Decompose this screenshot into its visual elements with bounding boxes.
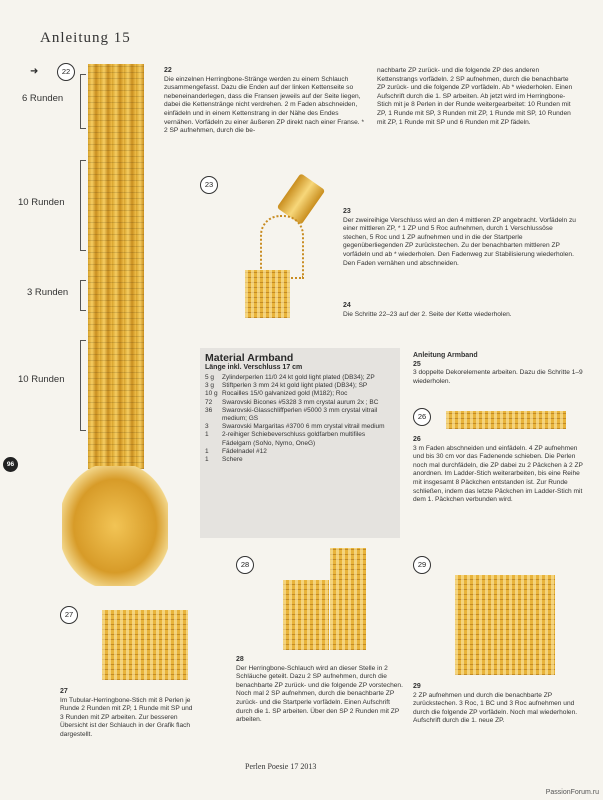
page-title: Anleitung 15 (40, 30, 131, 46)
material-title: Material Armband (205, 352, 294, 364)
material-box (200, 348, 400, 538)
step-24-block (343, 302, 578, 319)
material-item: 1 2-reihiger Schiebeverschluss goldfarben multifiles Fädelgarn (SoNo, Nymo, OneG) (205, 431, 366, 447)
bracket-tick (80, 74, 86, 75)
step-22-marker: 22 (57, 63, 75, 81)
label-3-rounds: 3 Runden (27, 287, 69, 298)
bracket-tick (80, 250, 86, 251)
step-29-marker: 29 (413, 556, 431, 574)
bracelet-heading: Anleitung Armband (413, 352, 478, 359)
step-26-block (413, 436, 588, 505)
step-28-text: Der Herringbone-Schlauch wird an dieser Stelle in 2 Schläuche geteilt. Dazu 2 SP aufnehmen, durch die benachbarte ZP zurück- und die folgende ZP vorstechen. Noch mal 2 SP aufnehmen, durch die benachbarte ZP zurück- und die Startperle vorfädeln. Einen Aufschrift durch die 1. SP arbeiten. Über den SP 2 Runden mit ZP arbeiten. (236, 664, 403, 724)
arrow-icon: ➜ (30, 66, 39, 77)
step-27-text: Im Tubular-Herringbone-Stich mit 8 Perlen je Runde 2 Runden mit ZP, 1 Runde mit SP und 3 Runden mit ZP arbeiten. Zur besseren Übersicht ist der Schlauch in der Grafik flach dargestellt. (60, 696, 193, 738)
watermark: PassionForum.ru (545, 789, 599, 796)
step-25-number: 25 (413, 360, 421, 368)
fringe-figure (62, 466, 168, 586)
step-27-bead-grid (102, 610, 188, 680)
bracket-tick (80, 430, 86, 431)
bracket-3 (80, 280, 81, 310)
step-23-marker: 23 (200, 176, 218, 194)
step-29-number: 29 (413, 683, 421, 690)
label-10-rounds-b: 10 Runden (18, 374, 65, 385)
step-28-marker: 28 (236, 556, 254, 574)
bracket-tick (80, 160, 86, 161)
beaded-rope-figure (88, 64, 144, 469)
step-27-marker: 27 (60, 606, 78, 624)
material-item: 3 Swarovski Margaritas #3700 6 mm crystal vitrail medium (205, 423, 385, 431)
step-27-number: 27 (60, 688, 68, 695)
step-27-block (60, 688, 195, 740)
label-10-rounds-a: 10 Runden (18, 197, 65, 208)
step-23-number: 23 (343, 208, 351, 215)
step-23-bead-grid (245, 270, 290, 318)
bracket-10a (80, 160, 81, 250)
material-item: 1 Schere (205, 456, 243, 464)
step-23-text: Der zweireihige Verschluss wird an den 4 mittleren ZP angebracht. Vorfädeln zu einer mittleren ZP, * 1 ZP und 5 Roc aufnehmen, durch 1 Verschlussöse stechen, 5 Roc und 1 ZP aufnehmen und in die der Startperle gegenüberliegenden ZP zurückstechen. Zu der benachbarten mittleren ZP vorfädeln und ab * wiederholen. Den Fadenweg zur Stabilisierung wiederholen. Den Faden vernähen und abschneiden. (343, 216, 576, 267)
step-29-bead-grid (455, 575, 555, 675)
material-item: 36 Swarovski-Glasschliffperlen #5000 3 mm crystal vitrail medium; GS (205, 406, 378, 423)
material-subtitle: Länge inkl. Verschluss 17 cm (205, 364, 303, 371)
step-28-bead-grid-right (330, 548, 366, 650)
bracket-tick (80, 280, 86, 281)
material-item: 1 Fädelnadel #12 (205, 447, 267, 455)
step-26-bead-row (446, 411, 566, 429)
material-item: 10 g Rocailles 15/0 galvanized gold (M182); Roc (205, 390, 348, 398)
step-24-text: Die Schritte 22–23 auf der 2. Seite der Kette wiederholen. (343, 310, 512, 318)
material-item: 3 g Stiftperlen 3 mm 24 kt gold light plated (DB34); SP (205, 382, 368, 390)
step-29-block (413, 683, 588, 726)
step-29-text: 2 ZP aufnehmen und durch die benachbarte ZP zurückstechen. 3 Roc, 1 BC und 3 Roc aufnehmen und durch die folgende ZP vorfädeln. Noch mal wiederholen. Aufschrift durch die 1. neue ZP. (413, 691, 578, 725)
bracket-tick (80, 310, 86, 311)
step-24-number: 24 (343, 302, 351, 309)
bracket-10b (80, 340, 81, 430)
step-26-marker: 26 (413, 408, 431, 426)
material-item: 5 g Zylinderperlen 11/0 24 kt gold light plated (DB34); ZP (205, 374, 375, 381)
step-22-number: 22 (164, 67, 172, 74)
step-28-block (236, 656, 406, 725)
step-22-block (164, 67, 364, 136)
page-number-badge: 96 (3, 457, 18, 472)
page-footer: Perlen Poesie 17 2013 (245, 762, 317, 771)
step-22-text-a: Die einzelnen Herringbone-Stränge werden zu einem Schlauch zusammengefasst. Dazu die Enden auf der linken Kettenseite so nebeneinanderlegen, dass die Fransen jeweils auf der Seite liegen, dabei die Kettenstränge nicht verdrehen. 2 m Faden abschneiden, einfädeln und in einem Kettenstrang in der Nähe des Endes vernähen. Vorfädeln zu einer äußeren ZP direkt nach einer Franse. * 2 SP aufnehmen, durch die be- (164, 75, 365, 135)
step-28-bead-grid-left (283, 580, 329, 650)
step-28-number: 28 (236, 656, 244, 663)
step-25-block (413, 352, 588, 386)
step-23-block (343, 208, 578, 268)
step-22-text-b: nachbarte ZP zurück- und die folgende ZP des anderen Kettenstrangs vorfädeln. 2 SP aufnehmen, durch die benachbarte ZP zurück- und die folgende ZP vorfädeln. Ab * wiederholen. Einen Aufschrift durch die 1. SP arbeiten. Ab jetzt wird im Herringbone-Stich mit je 8 Perlen in der Runde weitergearbeitet: 10 Runden mit ZP, 1 Runde mit SP, 3 Runden mit ZP, 1 Runde mit SP, 10 Runden mit ZP, 1 Runde mit SP und 6 Runden mit ZP fädeln. (377, 67, 573, 126)
step-26-text: 3 m Faden abschneiden und einfädeln. 4 ZP aufnehmen und bis 30 cm vor das Fadenende schieben. Die Perlen noch mal durchfädeln, die ZP dabei zu 2 Päckchen à 2 ZP anordnen. Im Ladder-Stich weiterarbeiten, bis eine Reihe mit insgesamt 8 Päckchen entstanden ist. Zur Runde schließen, indem das letzte Päckchen im Ladder-Stich mit dem 1. Päckchen verbunden wird. (413, 444, 583, 504)
step-26-number: 26 (413, 436, 421, 443)
label-6-rounds: 6 Runden (22, 93, 64, 104)
bracket-tick (80, 128, 86, 129)
bracket-6 (80, 74, 81, 128)
material-item: 72 Swarovski Bicones #5328 3 mm crystal aurum 2x ; BC (205, 398, 379, 406)
step-25-text: 3 doppelte Dekorelemente arbeiten. Dazu die Schritte 1–9 wiederholen. (413, 369, 583, 385)
bracket-tick (80, 340, 86, 341)
